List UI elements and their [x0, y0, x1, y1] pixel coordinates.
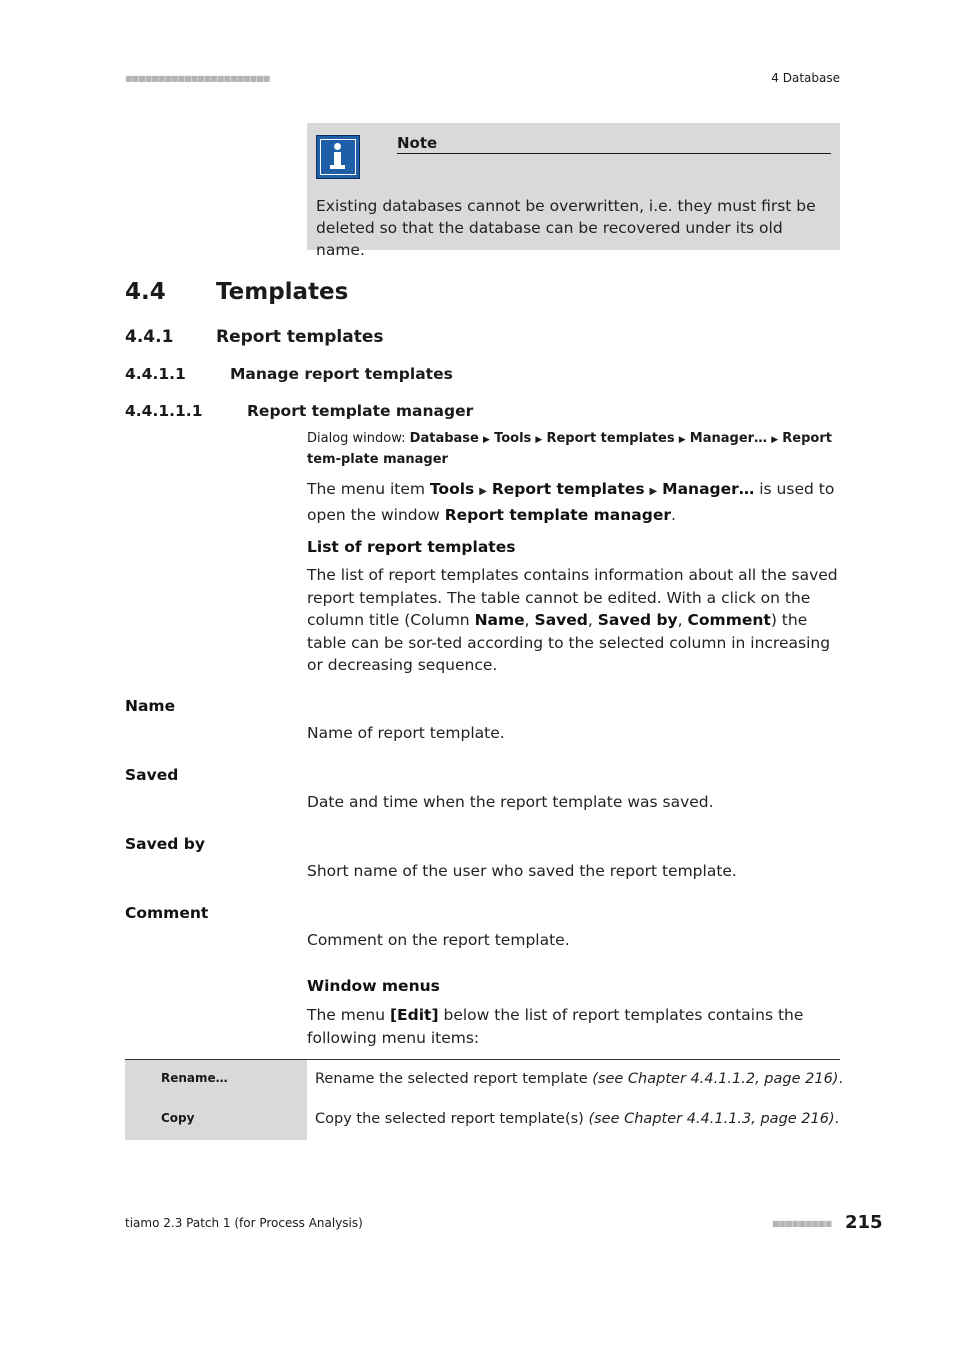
path-separator-icon: ▶ — [483, 435, 490, 445]
table-row — [125, 1100, 840, 1140]
term-comment: Comment — [125, 904, 209, 922]
cross-reference-link[interactable]: (see Chapter 4.4.1.1.3, page 216) — [588, 1111, 835, 1127]
term-saved-desc: Date and time when the report template was saved. — [307, 793, 714, 811]
cross-reference-link[interactable]: (see Chapter 4.4.1.1.2, page 216) — [592, 1071, 839, 1087]
menu-item-rename: Rename… — [161, 1071, 228, 1085]
path-separator-icon: ▶ — [649, 486, 658, 497]
term-saved-by: Saved by — [125, 835, 205, 853]
info-icon — [316, 135, 360, 179]
path-item: Tools — [494, 431, 532, 446]
menu-items-table — [125, 1059, 844, 1140]
term-saved-by-desc: Short name of the user who saved the report template. — [307, 862, 737, 880]
footer-product: tiamo 2.3 Patch 1 (for Process Analysis) — [125, 1216, 363, 1230]
subsubsection-number: 4.4.1.1 — [125, 365, 186, 383]
path-separator-icon: ▶ — [479, 486, 487, 497]
subsection-number: 4.4.1 — [125, 327, 174, 347]
path-separator-icon: ▶ — [771, 435, 779, 445]
list-heading: List of report templates — [307, 538, 516, 556]
note-text: Existing databases cannot be overwritten, i.e. they must first be deleted so that the database can be recovered under its old name. — [316, 197, 816, 259]
path-item: Report templates — [546, 431, 675, 446]
path-item: Database — [409, 431, 479, 446]
window-menus-paragraph: The menu [Edit] below the list of report templates contains the following menu items: — [307, 1006, 804, 1047]
note-box — [307, 123, 840, 259]
section-number: 4.4 — [125, 279, 166, 305]
menu-item-desc: Copy the selected report template(s) (see Chapter 4.4.1.1.3, page 216). — [315, 1111, 840, 1127]
dialog-path: Dialog window: Database ▶ Tools ▶ Report templates ▶ Manager… ▶ Report tem-plate manager — [307, 431, 832, 467]
intro-paragraph: The menu item Tools ▶ Report templates ▶ Manager… is used to open the window Report template manager. — [307, 480, 835, 524]
note-title: Note — [397, 134, 831, 154]
term-name-desc: Name of report template. — [307, 724, 505, 742]
term-comment-desc: Comment on the report template. — [307, 931, 570, 949]
menu-item-desc: Rename the selected report template (see Chapter 4.4.1.1.2, page 216). — [315, 1071, 844, 1087]
path-separator-icon: ▶ — [535, 435, 543, 445]
path-item: Report tem-plate manager — [307, 431, 832, 467]
paragraph-title: Report template manager — [247, 402, 474, 420]
term-name: Name — [125, 697, 176, 715]
subsection-title: Report templates — [216, 327, 384, 347]
page-number: 215 — [845, 1212, 883, 1233]
menu-item-copy: Copy — [161, 1111, 195, 1125]
list-paragraph: The list of report templates contains information about all the saved report templates. The table cannot be edited. With a click on the column title (Column Name, Saved, Saved by, Comment) the table can be sor-ted according to the selected column in increasing or decreasing sequence. — [307, 566, 838, 674]
path-item: Manager… — [689, 431, 768, 446]
subsubsection-title: Manage report templates — [230, 365, 453, 383]
paragraph-number: 4.4.1.1.1 — [125, 402, 203, 420]
window-menus-heading: Window menus — [307, 977, 440, 995]
running-header: 4 Database — [771, 71, 840, 85]
section-title: Templates — [216, 279, 349, 305]
footer-decoration: ■■■■■■■■■ — [772, 1219, 832, 1228]
term-saved: Saved — [125, 766, 179, 784]
header-decoration: ■■■■■■■■■■■■■■■■■■■■■■ — [125, 74, 270, 83]
path-separator-icon: ▶ — [678, 435, 686, 445]
table-row — [125, 1060, 844, 1100]
